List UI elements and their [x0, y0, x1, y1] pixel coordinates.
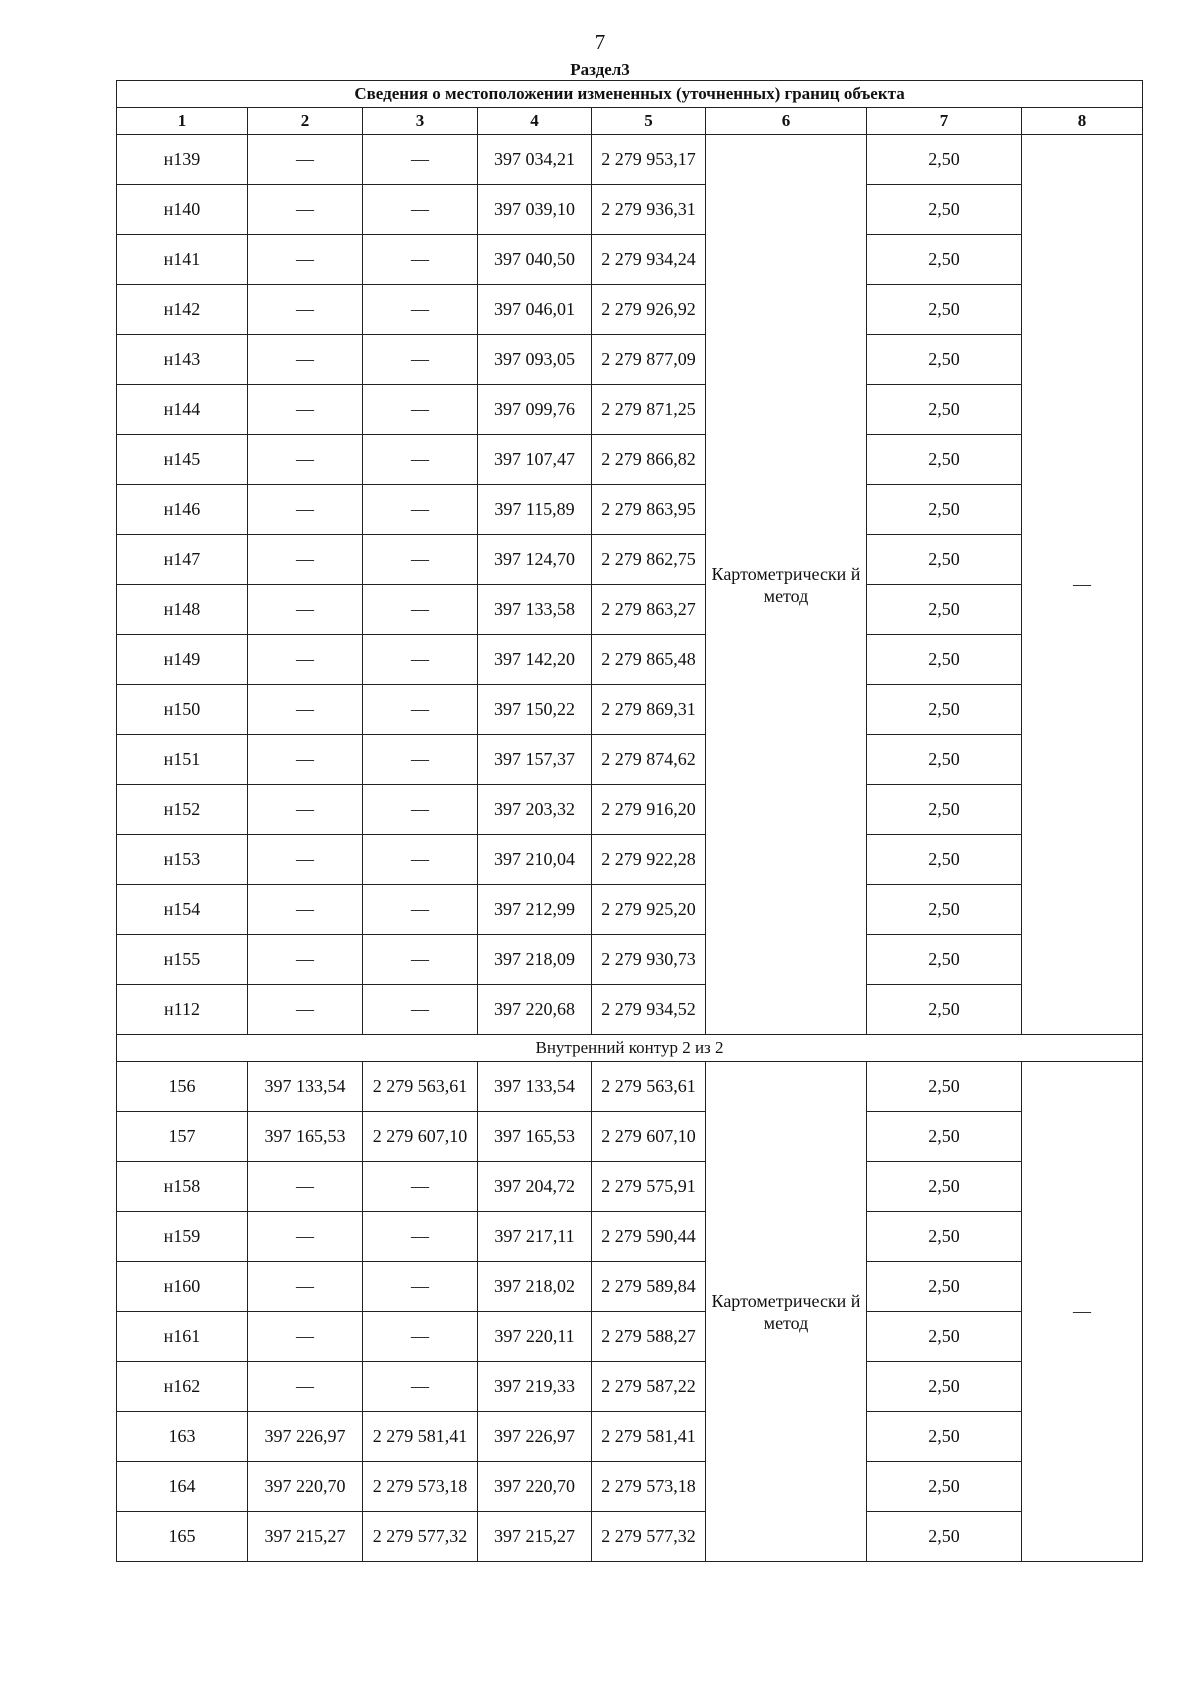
existing-x-cell: — — [248, 635, 363, 685]
existing-y-cell: — — [363, 935, 478, 985]
existing-x-cell: — — [248, 985, 363, 1035]
existing-y-cell: — — [363, 985, 478, 1035]
point-name-cell: 164 — [117, 1462, 248, 1512]
point-name-cell: н145 — [117, 435, 248, 485]
new-y-cell: 2 279 607,10 — [592, 1112, 706, 1162]
table-row — [117, 635, 1143, 685]
new-y-cell: 2 279 575,91 — [592, 1162, 706, 1212]
precision-cell: 2,50 — [867, 935, 1022, 985]
new-y-cell: 2 279 953,17 — [592, 135, 706, 185]
table-row — [117, 1212, 1143, 1262]
column-header: 3 — [363, 108, 478, 135]
table-row — [117, 1462, 1143, 1512]
point-name-cell: н141 — [117, 235, 248, 285]
new-x-cell: 397 093,05 — [478, 335, 592, 385]
point-name-cell: н143 — [117, 335, 248, 385]
table-row — [117, 135, 1143, 185]
new-y-cell: 2 279 877,09 — [592, 335, 706, 385]
column-header: 6 — [706, 108, 867, 135]
table-row — [117, 385, 1143, 435]
new-y-cell: 2 279 581,41 — [592, 1412, 706, 1462]
precision-cell: 2,50 — [867, 285, 1022, 335]
table-row — [117, 1412, 1143, 1462]
precision-cell: 2,50 — [867, 1062, 1022, 1112]
point-name-cell: н147 — [117, 535, 248, 585]
new-y-cell: 2 279 930,73 — [592, 935, 706, 985]
existing-x-cell: — — [248, 885, 363, 935]
new-y-cell: 2 279 863,95 — [592, 485, 706, 535]
section-title: Раздел3 — [570, 60, 630, 79]
table-row — [117, 285, 1143, 335]
existing-y-cell: — — [363, 1212, 478, 1262]
table-row — [117, 485, 1143, 535]
table-body — [117, 135, 1143, 1562]
precision-cell: 2,50 — [867, 235, 1022, 285]
column-header: 5 — [592, 108, 706, 135]
table-row — [117, 835, 1143, 885]
existing-y-cell: — — [363, 335, 478, 385]
new-x-cell: 397 133,58 — [478, 585, 592, 635]
existing-x-cell: — — [248, 585, 363, 635]
precision-cell: 2,50 — [867, 1262, 1022, 1312]
existing-y-cell: — — [363, 1162, 478, 1212]
existing-y-cell: — — [363, 1362, 478, 1412]
existing-x-cell: — — [248, 735, 363, 785]
point-name-cell: н152 — [117, 785, 248, 835]
table-row — [117, 585, 1143, 635]
point-name-cell: 163 — [117, 1412, 248, 1462]
precision-cell: 2,50 — [867, 1512, 1022, 1562]
point-name-cell: н142 — [117, 285, 248, 335]
new-x-cell: 397 107,47 — [478, 435, 592, 485]
precision-cell: 2,50 — [867, 835, 1022, 885]
column-number-row — [117, 108, 1143, 135]
precision-cell: 2,50 — [867, 985, 1022, 1035]
existing-x-cell: — — [248, 1162, 363, 1212]
point-name-cell: н149 — [117, 635, 248, 685]
new-x-cell: 397 133,54 — [478, 1062, 592, 1112]
page-number: 7 — [594, 30, 606, 54]
new-x-cell: 397 142,20 — [478, 635, 592, 685]
new-y-cell: 2 279 926,92 — [592, 285, 706, 335]
table-row — [117, 885, 1143, 935]
table-row — [117, 985, 1143, 1035]
precision-cell: 2,50 — [867, 785, 1022, 835]
new-x-cell: 397 039,10 — [478, 185, 592, 235]
existing-y-cell: — — [363, 285, 478, 335]
new-x-cell: 397 124,70 — [478, 535, 592, 585]
precision-cell: 2,50 — [867, 885, 1022, 935]
point-name-cell: н155 — [117, 935, 248, 985]
description-cell: — — [1022, 135, 1143, 1035]
table-row — [117, 785, 1143, 835]
table-row — [117, 1512, 1143, 1562]
point-name-cell: н153 — [117, 835, 248, 885]
precision-cell: 2,50 — [867, 1212, 1022, 1262]
new-y-cell: 2 279 925,20 — [592, 885, 706, 935]
existing-x-cell: — — [248, 385, 363, 435]
existing-x-cell: — — [248, 1212, 363, 1262]
point-name-cell: 156 — [117, 1062, 248, 1112]
existing-y-cell: — — [363, 685, 478, 735]
existing-x-cell: — — [248, 335, 363, 385]
existing-x-cell: — — [248, 1362, 363, 1412]
existing-x-cell: — — [248, 835, 363, 885]
existing-y-cell: — — [363, 1262, 478, 1312]
point-name-cell: н159 — [117, 1212, 248, 1262]
point-name-cell: 165 — [117, 1512, 248, 1562]
new-x-cell: 397 157,37 — [478, 735, 592, 785]
point-name-cell: н144 — [117, 385, 248, 435]
new-y-cell: 2 279 590,44 — [592, 1212, 706, 1262]
existing-x-cell: — — [248, 785, 363, 835]
new-x-cell: 397 046,01 — [478, 285, 592, 335]
new-x-cell: 397 210,04 — [478, 835, 592, 885]
existing-y-cell: — — [363, 385, 478, 435]
point-name-cell: н162 — [117, 1362, 248, 1412]
existing-y-cell: — — [363, 435, 478, 485]
precision-cell: 2,50 — [867, 585, 1022, 635]
point-name-cell: 157 — [117, 1112, 248, 1162]
new-y-cell: 2 279 563,61 — [592, 1062, 706, 1112]
new-x-cell: 397 218,02 — [478, 1262, 592, 1312]
precision-cell: 2,50 — [867, 435, 1022, 485]
method-cell: Картометрически й метод — [706, 1062, 867, 1562]
existing-x-cell: — — [248, 485, 363, 535]
table-row — [117, 1062, 1143, 1112]
new-x-cell: 397 203,32 — [478, 785, 592, 835]
existing-y-cell: — — [363, 1312, 478, 1362]
new-x-cell: 397 217,11 — [478, 1212, 592, 1262]
new-y-cell: 2 279 874,62 — [592, 735, 706, 785]
table-row — [117, 335, 1143, 385]
existing-x-cell: — — [248, 535, 363, 585]
table-row — [117, 535, 1143, 585]
new-x-cell: 397 165,53 — [478, 1112, 592, 1162]
existing-y-cell: — — [363, 635, 478, 685]
new-x-cell: 397 212,99 — [478, 885, 592, 935]
point-name-cell: н150 — [117, 685, 248, 735]
new-y-cell: 2 279 936,31 — [592, 185, 706, 235]
existing-x-cell: — — [248, 685, 363, 735]
existing-y-cell: — — [363, 835, 478, 885]
new-y-cell: 2 279 862,75 — [592, 535, 706, 585]
new-y-cell: 2 279 866,82 — [592, 435, 706, 485]
new-x-cell: 397 226,97 — [478, 1412, 592, 1462]
new-x-cell: 397 220,70 — [478, 1462, 592, 1512]
column-header: 2 — [248, 108, 363, 135]
new-x-cell: 397 215,27 — [478, 1512, 592, 1562]
existing-x-cell: — — [248, 185, 363, 235]
new-x-cell: 397 034,21 — [478, 135, 592, 185]
existing-y-cell: — — [363, 735, 478, 785]
table-row — [117, 935, 1143, 985]
existing-x-cell: 397 133,54 — [248, 1062, 363, 1112]
existing-y-cell: 2 279 573,18 — [363, 1462, 478, 1512]
point-name-cell: н146 — [117, 485, 248, 535]
table-row — [117, 1362, 1143, 1412]
new-x-cell: 397 220,11 — [478, 1312, 592, 1362]
existing-y-cell: 2 279 581,41 — [363, 1412, 478, 1462]
existing-x-cell: 397 165,53 — [248, 1112, 363, 1162]
table-caption: Сведения о местоположении измененных (уточненных) границ объекта — [117, 81, 1143, 108]
new-y-cell: 2 279 589,84 — [592, 1262, 706, 1312]
new-y-cell: 2 279 916,20 — [592, 785, 706, 835]
coordinates-table — [116, 80, 1143, 1562]
existing-x-cell: — — [248, 1312, 363, 1362]
new-x-cell: 397 150,22 — [478, 685, 592, 735]
precision-cell: 2,50 — [867, 1112, 1022, 1162]
existing-x-cell: — — [248, 935, 363, 985]
existing-x-cell: 397 215,27 — [248, 1512, 363, 1562]
description-cell: — — [1022, 1062, 1143, 1562]
point-name-cell: н160 — [117, 1262, 248, 1312]
contour-heading: Внутренний контур 2 из 2 — [117, 1035, 1143, 1062]
method-cell: Картометрически й метод — [706, 135, 867, 1035]
precision-cell: 2,50 — [867, 1362, 1022, 1412]
new-y-cell: 2 279 934,52 — [592, 985, 706, 1035]
new-x-cell: 397 219,33 — [478, 1362, 592, 1412]
contour-heading-row — [117, 1035, 1143, 1062]
existing-y-cell: — — [363, 535, 478, 585]
table-row — [117, 1262, 1143, 1312]
point-name-cell: н154 — [117, 885, 248, 935]
existing-y-cell: — — [363, 135, 478, 185]
table-row — [117, 1312, 1143, 1362]
table-row — [117, 1112, 1143, 1162]
existing-y-cell: — — [363, 235, 478, 285]
precision-cell: 2,50 — [867, 485, 1022, 535]
column-header: 7 — [867, 108, 1022, 135]
existing-y-cell: 2 279 607,10 — [363, 1112, 478, 1162]
point-name-cell: н112 — [117, 985, 248, 1035]
precision-cell: 2,50 — [867, 635, 1022, 685]
new-x-cell: 397 040,50 — [478, 235, 592, 285]
existing-x-cell: — — [248, 435, 363, 485]
new-y-cell: 2 279 863,27 — [592, 585, 706, 635]
point-name-cell: н161 — [117, 1312, 248, 1362]
point-name-cell: н151 — [117, 735, 248, 785]
precision-cell: 2,50 — [867, 1412, 1022, 1462]
table-row — [117, 685, 1143, 735]
new-x-cell: 397 115,89 — [478, 485, 592, 535]
precision-cell: 2,50 — [867, 385, 1022, 435]
new-x-cell: 397 220,68 — [478, 985, 592, 1035]
new-y-cell: 2 279 865,48 — [592, 635, 706, 685]
existing-x-cell: — — [248, 135, 363, 185]
existing-y-cell: — — [363, 785, 478, 835]
table-row — [117, 1162, 1143, 1212]
precision-cell: 2,50 — [867, 135, 1022, 185]
new-y-cell: 2 279 577,32 — [592, 1512, 706, 1562]
new-x-cell: 397 204,72 — [478, 1162, 592, 1212]
existing-x-cell: — — [248, 235, 363, 285]
precision-cell: 2,50 — [867, 735, 1022, 785]
existing-x-cell: — — [248, 1262, 363, 1312]
column-header: 8 — [1022, 108, 1143, 135]
new-y-cell: 2 279 869,31 — [592, 685, 706, 735]
point-name-cell: н148 — [117, 585, 248, 635]
table-row — [117, 735, 1143, 785]
column-header: 4 — [478, 108, 592, 135]
point-name-cell: н140 — [117, 185, 248, 235]
point-name-cell: н158 — [117, 1162, 248, 1212]
column-header: 1 — [117, 108, 248, 135]
new-x-cell: 397 218,09 — [478, 935, 592, 985]
new-y-cell: 2 279 934,24 — [592, 235, 706, 285]
precision-cell: 2,50 — [867, 535, 1022, 585]
existing-x-cell: — — [248, 285, 363, 335]
table-row — [117, 185, 1143, 235]
existing-y-cell: 2 279 563,61 — [363, 1062, 478, 1112]
precision-cell: 2,50 — [867, 685, 1022, 735]
new-x-cell: 397 099,76 — [478, 385, 592, 435]
point-name-cell: н139 — [117, 135, 248, 185]
existing-y-cell: 2 279 577,32 — [363, 1512, 478, 1562]
existing-y-cell: — — [363, 485, 478, 535]
new-y-cell: 2 279 871,25 — [592, 385, 706, 435]
precision-cell: 2,50 — [867, 1462, 1022, 1512]
new-y-cell: 2 279 922,28 — [592, 835, 706, 885]
existing-y-cell: — — [363, 585, 478, 635]
existing-x-cell: 397 226,97 — [248, 1412, 363, 1462]
existing-y-cell: — — [363, 885, 478, 935]
existing-y-cell: — — [363, 185, 478, 235]
table-row — [117, 435, 1143, 485]
table-row — [117, 235, 1143, 285]
existing-x-cell: 397 220,70 — [248, 1462, 363, 1512]
new-y-cell: 2 279 588,27 — [592, 1312, 706, 1362]
new-y-cell: 2 279 573,18 — [592, 1462, 706, 1512]
precision-cell: 2,50 — [867, 1312, 1022, 1362]
precision-cell: 2,50 — [867, 185, 1022, 235]
new-y-cell: 2 279 587,22 — [592, 1362, 706, 1412]
precision-cell: 2,50 — [867, 1162, 1022, 1212]
precision-cell: 2,50 — [867, 335, 1022, 385]
